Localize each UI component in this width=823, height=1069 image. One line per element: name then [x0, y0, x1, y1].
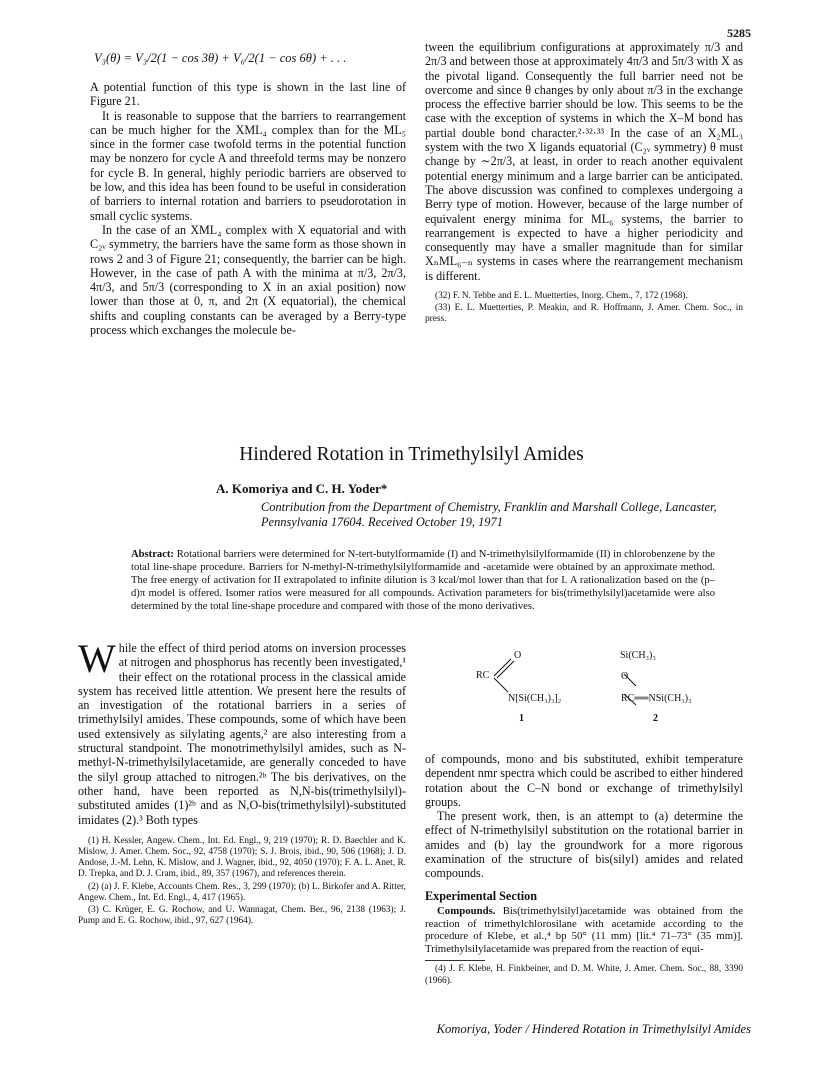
experimental-paragraph: [425, 905, 743, 955]
abstract: [131, 549, 715, 614]
paragraph: In the case of an XML₄ complex with X equatorial and with C₂ᵥ symmetry, the barriers have the same form as those shown in rows 2 and 3 of Figure 21; consequently, the barrier can be high. However, in the case of path A with the minima at π/3, 2π/3, 4π/3, and 5π/3 (corresponding to X in an axial position) now lower than those at 0, π, and 2π (X equatorial), the chemical shifts and coupling constants can be averaged by a Berry-type process which exchanges the molecule be-: [90, 222, 406, 338]
affiliation: Contribution from the Department of Chemistry, Franklin and Marshall College, Lancaster, Pennsylvania 17604. Received October 19, 1971: [261, 500, 717, 529]
reference-item: (33) E. L. Muetterties, P. Meakin, and R. Hoffmann, J. Amer. Chem. Soc., in press.: [425, 303, 743, 325]
reference-item: (2) (a) J. F. Klebe, Accounts Chem. Res., 3, 299 (1970); (b) L. Birkofer and A. Ritter, Angew. Chem., Int. Ed. Engl., 4, 417 (1965).: [78, 881, 406, 903]
oxygen-label: O: [514, 650, 522, 661]
imidate-label: RC══NSi(CH₃)₃: [621, 693, 692, 704]
intro-paragraph: [78, 636, 406, 827]
compounds-label: Compounds.: [437, 904, 496, 917]
abstract-label: Abstract:: [131, 549, 174, 560]
page-footer: Komoriya, Yoder / Hindered Rotation in Trimethylsilyl Amides: [436, 1022, 751, 1036]
references: [78, 836, 406, 928]
drop-cap: W: [78, 636, 116, 681]
page-number: 5285: [727, 26, 751, 40]
footnote-rule: [425, 960, 485, 961]
reference-item: (1) H. Kessler, Angew. Chem., Int. Ed. Engl., 9, 219 (1970); R. D. Baechler and K. Mislow, J. Amer. Chem. Soc., 92, 4758 (1970); S. J. Brois, ibid., 90, 506 (1968); J. D. Andose, J.-M. Lehn, K. Mislow, and J. Wagner, ibid., 92, 4050 (1970); F. A. L. Anet, R. D. Trepka, and D. J. Cram, ibid., 89, 357 (1967), and references therein.: [78, 835, 406, 880]
structure-2: [610, 648, 740, 728]
article-title: Hindered Rotation in Trimethylsilyl Amides: [239, 444, 584, 465]
experimental-text: Bis(trimethylsilyl)acetamide was obtained from the reaction of trimethylchlorosilane with acetamide according to the procedure of Klebe, et al.,⁴ bp 50° (11 mm) [lit.⁴ 71–73° (35 mm)]. Trimethylsilylacetamide was prepared from the reaction of equi-: [425, 904, 743, 955]
right-top-column: [425, 40, 743, 327]
rc-label: RC: [476, 670, 490, 681]
potential-equation: V₃(θ) = V₃/2(1 − cos 3θ) + V₆/2(1 − cos 6θ) + . . .: [94, 51, 347, 65]
intro-text: hile the effect of third period atoms on inversion processes at nitrogen and phosphorus has recently been investigated,¹ their effect on the rotational process in the classical amide system has received little attention. We present here the results of an investigation of the rotational barriers in a series of trimethylsilyl amides. These compounds, some of which have been used extensively as silylating agents,² are also interesting from a structural standpoint. The monotrimethylsilyl amides, such as N-methyl-N-trimethylsilylacetamide, are generally conceded to have the silyl group attached to nitrogen.²ᵇ The bis derivatives, on the other hand, have been reported as N,N-bis(trimethylsilyl)-substituted amides (1)²ᵇ and as N,O-bis(trimethylsilyl)-substituted imidates (2).³ Both types: [78, 641, 406, 827]
silyl-label: Si(CH₃)₃: [620, 650, 656, 661]
reference-item: (4) J. F. Klebe, H. Finkbeiner, and D. M. White, J. Amer. Chem. Soc., 88, 3390 (1966).: [425, 964, 743, 986]
paragraph: of compounds, mono and bis substituted, exhibit temperature dependent nmr spectra which could be ascribed to either hindered rotation about the C–N bond or exchange of trimethylsilyl groups.: [425, 752, 744, 809]
left-top-column: [90, 40, 406, 337]
structure-1: [470, 648, 590, 728]
references: [425, 291, 743, 326]
paragraph: The present work, then, is an attempt to (a) determine the effect of N-trimethylsilyl substitution on the rotational barrier in amides and (b) lay the groundwork for a more rigorous examination of the structure of bis(silyl) amides and related compounds.: [425, 809, 743, 881]
compound-number: 2: [653, 713, 658, 724]
paragraph: A potential function of this type is shown in the last line of Figure 21.: [90, 80, 406, 109]
abstract-text: Rotational barriers were determined for N-tert-butylformamide (I) and N-trimethylsilylformamide (II) in chlorobenzene by the total line-shape procedure. Barriers for N-methyl-N-trimethylsilylformamide and -acetamide were obtained by an approximate method. The free energy of activation for II extrapolated to infinite dilution is 3 kcal/mol lower than that for I. A rationalization based on the (p–d)π model is offered. Isomer ratios were measured for all compounds. Activation parameters for bis(trimethylsilyl)acetamide were also determined by the total line-shape procedure and compared with those of the mono derivatives.: [131, 549, 715, 612]
reference-item: (3) C. Krüger, E. G. Rochow, and U. Wannagat, Chem. Ber., 96, 2138 (1963); J. Pump and E. G. Rochow, ibid., 97, 627 (1964).: [78, 905, 406, 927]
reference-item: (32) F. N. Tebbe and E. L. Muetterties, Inorg. Chem., 7, 172 (1968).: [435, 291, 688, 302]
body-right-column: [425, 752, 743, 988]
oxygen-label: O: [621, 671, 629, 682]
references: [425, 964, 743, 986]
compound-number: 1: [519, 713, 524, 724]
paragraph: It is reasonable to suppose that the barriers to rearrangement can be much higher for the XML₄ complex than for the ML₅ since in the former case twofold terms in the potential function may be nonzero for cycle A and threefold terms may be nonzero for cycle B. In general, highly periodic barriers are observed to be low, and this idea has been found to be useful in consideration of barriers to internal rotation and barriers to pseudorotation in small cyclic systems.: [90, 108, 406, 223]
section-heading: Experimental Section: [425, 888, 538, 903]
authors: A. Komoriya and C. H. Yoder*: [216, 481, 388, 496]
body-left-column: [78, 636, 406, 928]
paragraph: tween the equilibrium configurations at approximately π/3 and 2π/3 and between those at approximately 4π/3 and 5π/3 with X as the pivotal ligand. Consequently the full barrier need not be overcome and since θ changes by only about π/3 in the exchange process the effective barrier should be low. This seems to be the case with the exception of systems in which the X–M bond has partial double bond character.²·³²·³³ In the case of an X₂ML₃ system with the two X ligands equatorial (C₂ᵥ symmetry) θ must change by ∼2π/3, at least, in order to reach another equivalent potential energy minimum and a large barrier can be anticipated. The above discussion was confined to complexes undergoing a Berry type of motion. However, because of the large number of equivalent energy minima for ML₆ systems, the barrier to rearrangement is expected to have a higher periodicity and consequently may have a smaller magnitude than for similar XₙML₆₋ₙ systems in cases where the rearrangement mechanism is different.: [425, 40, 743, 283]
nitrogen-group-label: N[Si(CH₃)₃]₂: [508, 693, 562, 704]
